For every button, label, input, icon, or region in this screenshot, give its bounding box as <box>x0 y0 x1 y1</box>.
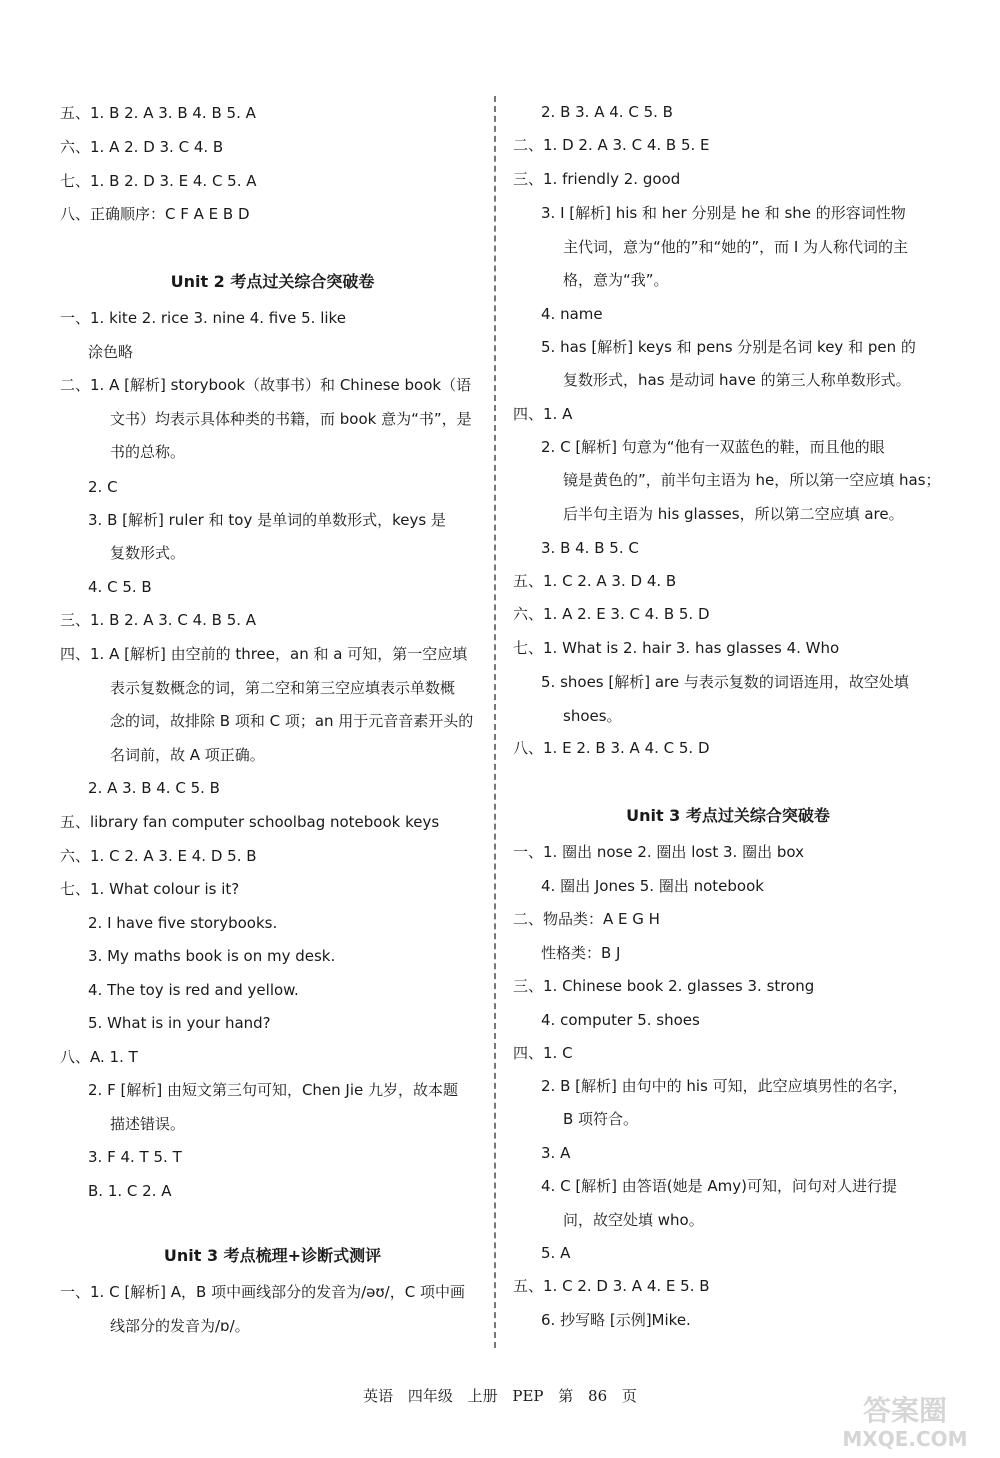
answer-line: 2. B 3. A 4. C 5. B <box>541 103 673 121</box>
answer-line: 二、1. D 2. A 3. C 4. B 5. E <box>513 136 710 154</box>
answer-line: B. 1. C 2. A <box>88 1182 172 1200</box>
answer-line: 一、1. C [解析] A，B 项中画线部分的发音为/əʊ/，C 项中画 <box>60 1283 465 1301</box>
answer-line: 4. C 5. B <box>88 578 152 596</box>
answer-line: 八、1. E 2. B 3. A 4. C 5. D <box>513 739 710 757</box>
answer-line: 二、1. A [解析] storybook（故事书）和 Chinese book（语 <box>60 376 472 394</box>
answer-line: 4. C [解析] 由答语(她是 Amy)可知，问句对人进行提 <box>541 1177 898 1195</box>
watermark-logo <box>820 1390 990 1452</box>
answer-line: 镜是黄色的”，前半句主语为 he，所以第一空应填 has； <box>563 471 941 489</box>
answer-line: 六、1. C 2. A 3. E 4. D 5. B <box>60 847 257 865</box>
answer-line: 2. C <box>88 478 118 496</box>
answer-line: 线部分的发音为/ɒ/。 <box>110 1317 250 1335</box>
answer-line: 六、1. A 2. D 3. C 4. B <box>60 138 224 156</box>
answer-line: 问，故空处填 who。 <box>563 1211 704 1229</box>
answer-line: 5. A <box>541 1244 571 1262</box>
answer-line: 六、1. A 2. E 3. C 4. B 5. D <box>513 605 710 623</box>
section-heading: Unit 2 考点过关综合突破卷 <box>170 272 375 291</box>
answer-line: 七、1. What is 2. hair 3. has glasses 4. Who <box>513 639 840 657</box>
answer-line: shoes。 <box>563 707 622 725</box>
answer-line: 二、物品类：A E G H <box>513 910 660 928</box>
page-footer: 英语 四年级 上册 PEP 第 86 页 <box>363 1387 637 1405</box>
answer-line: 五、1. C 2. D 3. A 4. E 5. B <box>513 1277 710 1295</box>
answer-line: 3. F 4. T 5. T <box>88 1148 182 1166</box>
answer-line: 念的词，故排除 B 项和 C 项；an 用于元音音素开头的 <box>110 712 474 730</box>
answer-line: 名词前，故 A 项正确。 <box>110 746 265 764</box>
column-divider <box>494 96 496 1348</box>
answer-line: 5. What is in your hand? <box>88 1014 271 1032</box>
answer-line: 三、1. friendly 2. good <box>513 170 681 188</box>
answer-line: 三、1. Chinese book 2. glasses 3. strong <box>513 977 815 995</box>
answer-line: 描述错误。 <box>110 1115 186 1133</box>
answer-line: 3. I [解析] his 和 her 分别是 he 和 she 的形容词性物 <box>541 204 906 222</box>
answer-line: 3. My maths book is on my desk. <box>88 947 336 965</box>
answer-line: 主代词，意为“他的”和“她的”，而 I 为人称代词的主 <box>563 238 909 256</box>
answer-line: 四、1. C <box>513 1044 573 1062</box>
answer-line: 复数形式，has 是动词 have 的第三人称单数形式。 <box>563 371 911 389</box>
answer-line: 文书）均表示具体种类的书籍，而 book 意为“书”，是 <box>110 410 472 428</box>
answer-line: 2. B [解析] 由句中的 his 可知，此空应填男性的名字， <box>541 1077 908 1095</box>
answer-line: 四、1. A <box>513 405 573 423</box>
answer-line: 5. shoes [解析] are 与表示复数的词语连用，故空处填 <box>541 673 909 691</box>
answer-line: 三、1. B 2. A 3. C 4. B 5. A <box>60 611 257 629</box>
answer-line: 五、1. C 2. A 3. D 4. B <box>513 572 677 590</box>
answer-line: 复数形式。 <box>110 544 186 562</box>
answer-line: 格，意为“我”。 <box>563 271 669 289</box>
answer-line: 一、1. kite 2. rice 3. nine 4. five 5. like <box>60 309 346 327</box>
answer-line: 一、1. 圈出 nose 2. 圈出 lost 3. 圈出 box <box>513 843 804 861</box>
answer-line: 涂色略 <box>88 343 134 361</box>
answer-line: 4. name <box>541 305 603 323</box>
watermark-bottom-text: MXQE.COM <box>842 1427 968 1451</box>
section-heading: Unit 3 考点过关综合突破卷 <box>626 806 830 825</box>
answer-line: B 项符合。 <box>563 1110 639 1128</box>
answer-line: 3. B [解析] ruler 和 toy 是单词的单数形式，keys 是 <box>88 511 446 529</box>
answer-line: 4. The toy is red and yellow. <box>88 981 299 999</box>
answer-line: 表示复数概念的词，第二空和第三空应填表示单数概 <box>110 679 456 697</box>
answer-line: 七、1. What colour is it? <box>60 880 240 898</box>
watermark-top-text: 答案圈 <box>862 1394 948 1427</box>
answer-line: 6. 抄写略 [示例]Mike. <box>541 1311 691 1329</box>
answer-line: 五、library fan computer schoolbag notebook keys <box>60 813 440 831</box>
answer-line: 性格类：B J <box>541 944 621 962</box>
answer-line: 书的总称。 <box>110 443 186 461</box>
answer-line: 七、1. B 2. D 3. E 4. C 5. A <box>60 172 257 190</box>
answer-line: 2. F [解析] 由短文第三句可知，Chen Jie 九岁，故本题 <box>88 1081 459 1099</box>
answer-line: 2. A 3. B 4. C 5. B <box>88 779 220 797</box>
answer-line: 八、A. 1. T <box>60 1048 138 1066</box>
section-heading: Unit 3 考点梳理+诊断式测评 <box>163 1246 382 1265</box>
answer-line: 5. has [解析] keys 和 pens 分别是名词 key 和 pen 的 <box>541 338 916 356</box>
answer-line: 2. I have five storybooks. <box>88 914 278 932</box>
answer-line: 3. B 4. B 5. C <box>541 539 639 557</box>
answer-line: 八、正确顺序：C F A E B D <box>60 205 250 223</box>
answer-line: 4. 圈出 Jones 5. 圈出 notebook <box>541 877 764 895</box>
answer-line: 后半句主语为 his glasses，所以第二空应填 are。 <box>563 505 904 523</box>
answer-line: 四、1. A [解析] 由空前的 three，an 和 a 可知，第一空应填 <box>60 645 468 663</box>
answer-line: 五、1. B 2. A 3. B 4. B 5. A <box>60 104 256 122</box>
answer-line: 4. computer 5. shoes <box>541 1011 700 1029</box>
answer-line: 2. C [解析] 句意为“他有一双蓝色的鞋，而且他的眼 <box>541 438 885 456</box>
answer-line: 3. A <box>541 1144 571 1162</box>
